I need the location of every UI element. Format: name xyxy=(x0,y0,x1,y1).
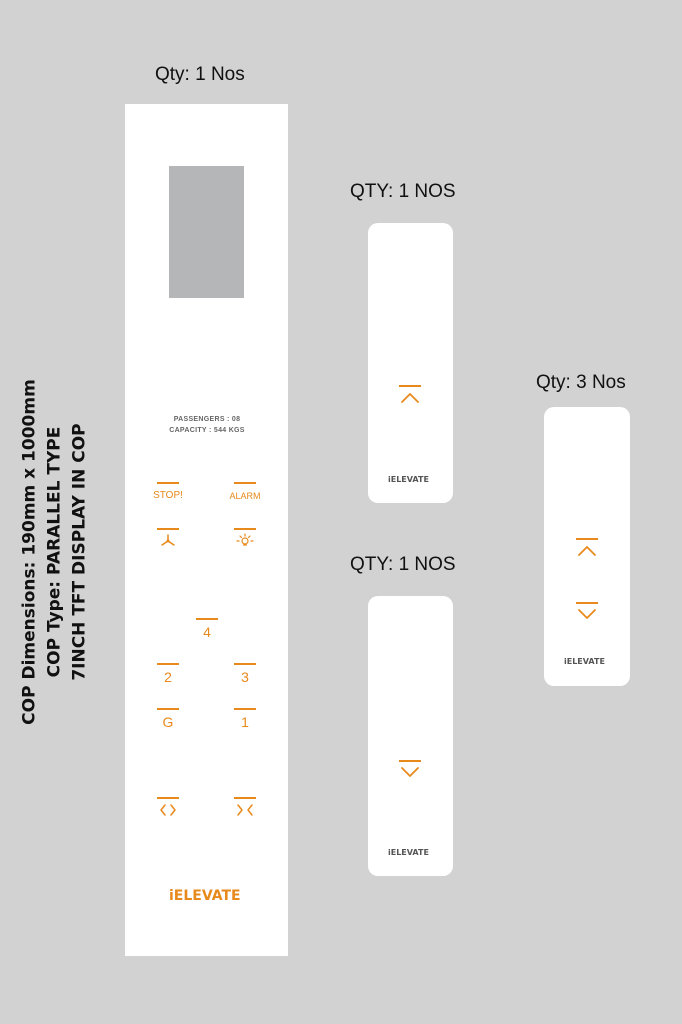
alarm-button-bar xyxy=(234,482,256,484)
updown-up-call-button-bar xyxy=(576,538,598,540)
alarm-button-label: ALARM xyxy=(229,491,261,501)
door-close-button-bar xyxy=(234,797,256,799)
door-close-icon xyxy=(234,803,256,817)
cop-type-label: COP Type: PARALLEL TYPE xyxy=(44,426,65,678)
door-close-button[interactable] xyxy=(234,797,256,822)
fan-button-bar xyxy=(157,528,179,530)
light-icon xyxy=(234,532,256,548)
floor-button-g-bar xyxy=(157,708,179,710)
down-panel-logo-text: iELEVATE xyxy=(388,848,429,857)
floor-button-g-label: G xyxy=(162,714,174,730)
fan-icon xyxy=(157,532,179,548)
updown-panel-qty-label: Qty: 3 Nos xyxy=(536,372,626,393)
floor-button-1-bar xyxy=(234,708,256,710)
down-call-button[interactable] xyxy=(399,760,421,784)
passengers-label: PASSENGERS : 08 xyxy=(173,416,241,423)
cop-specification-text xyxy=(18,379,93,725)
tft-display xyxy=(169,166,244,298)
capacity-label: CAPACITY : 544 KGS xyxy=(169,427,245,434)
up-panel-qty-label: QTY: 1 NOS xyxy=(350,181,456,202)
updown-down-call-button[interactable] xyxy=(576,602,598,626)
down-panel-logo xyxy=(388,848,429,857)
light-button-bar xyxy=(234,528,256,530)
down-arrow-icon xyxy=(399,765,421,779)
cop-logo-text: iELEVATE xyxy=(169,888,241,904)
door-open-icon xyxy=(157,803,179,817)
stop-button[interactable] xyxy=(153,482,183,501)
cop-dimensions-label: COP Dimensions: 190mm x 1000mm xyxy=(19,379,40,725)
floor-button-1[interactable] xyxy=(234,708,256,730)
door-open-button-bar xyxy=(157,797,179,799)
floor-button-3-bar xyxy=(234,663,256,665)
floor-button-1-label: 1 xyxy=(241,714,249,730)
floor-button-g[interactable] xyxy=(157,708,179,730)
light-button[interactable] xyxy=(234,528,256,553)
up-arrow-icon xyxy=(576,543,598,557)
floor-button-3-label: 3 xyxy=(241,669,249,685)
down-hall-panel xyxy=(368,596,453,876)
cop-display-label: 7INCH TFT DISPLAY IN COP xyxy=(69,423,90,681)
stop-button-bar xyxy=(157,482,179,484)
cop-logo xyxy=(169,888,241,904)
up-arrow-icon xyxy=(399,390,421,404)
up-panel-logo-text: iELEVATE xyxy=(388,475,429,484)
updown-panel-logo-text: iELEVATE xyxy=(564,657,605,666)
floor-button-2-label: 2 xyxy=(164,669,172,685)
down-panel-qty-label: QTY: 1 NOS xyxy=(350,554,456,575)
cop-panel xyxy=(125,104,288,956)
floor-button-4[interactable] xyxy=(196,618,218,640)
floor-button-4-bar xyxy=(196,618,218,620)
up-call-button-bar xyxy=(399,385,421,387)
down-call-button-bar xyxy=(399,760,421,762)
stop-button-label: STOP! xyxy=(153,490,183,501)
updown-hall-panel xyxy=(544,407,630,686)
door-open-button[interactable] xyxy=(157,797,179,822)
up-call-button[interactable] xyxy=(399,385,421,409)
down-arrow-icon xyxy=(576,607,598,621)
floor-button-4-label: 4 xyxy=(203,624,211,640)
updown-panel-logo xyxy=(564,657,605,666)
floor-button-2-bar xyxy=(157,663,179,665)
cop-qty-label: Qty: 1 Nos xyxy=(155,64,245,85)
fan-button[interactable] xyxy=(157,528,179,553)
up-panel-logo xyxy=(388,475,429,484)
up-hall-panel xyxy=(368,223,453,503)
updown-up-call-button[interactable] xyxy=(576,538,598,562)
alarm-button[interactable] xyxy=(228,482,262,501)
updown-down-call-button-bar xyxy=(576,602,598,604)
floor-button-3[interactable] xyxy=(234,663,256,685)
floor-button-2[interactable] xyxy=(157,663,179,685)
